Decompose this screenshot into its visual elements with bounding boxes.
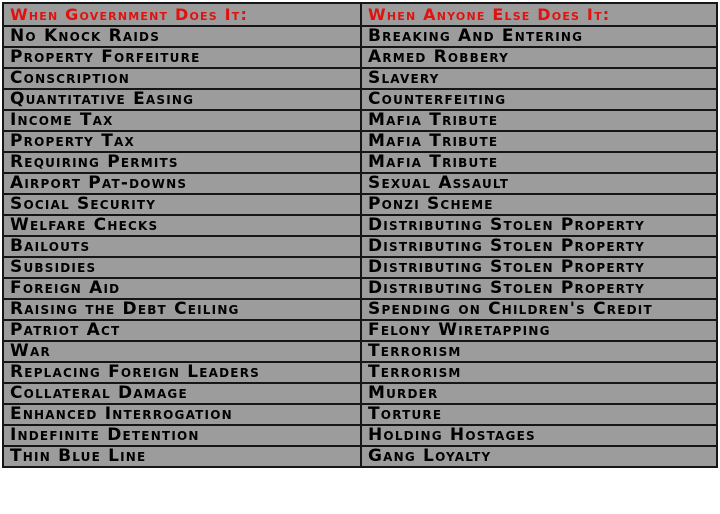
- anyone-else-action-cell: Armed Robbery: [361, 47, 717, 68]
- anyone-else-action-cell: Sexual Assault: [361, 173, 717, 194]
- anyone-else-action-cell: Counterfeiting: [361, 89, 717, 110]
- government-action-cell: Collateral Damage: [3, 383, 361, 404]
- table-row: [3, 299, 717, 320]
- table-header: [3, 3, 717, 26]
- comparison-table: [2, 2, 718, 468]
- header-anyone-else: When Anyone Else Does It:: [361, 3, 717, 26]
- anyone-else-action-cell: Distributing Stolen Property: [361, 215, 717, 236]
- anyone-else-action-cell: Torture: [361, 404, 717, 425]
- table-row: [3, 173, 717, 194]
- government-action-cell: Foreign Aid: [3, 278, 361, 299]
- anyone-else-action-cell: Terrorism: [361, 362, 717, 383]
- government-action-cell: Requiring Permits: [3, 152, 361, 173]
- table-row: [3, 425, 717, 446]
- table-body: [3, 26, 717, 467]
- table-row: [3, 215, 717, 236]
- government-action-cell: Property Forfeiture: [3, 47, 361, 68]
- government-action-cell: Raising the Debt Ceiling: [3, 299, 361, 320]
- government-action-cell: Replacing Foreign Leaders: [3, 362, 361, 383]
- anyone-else-action-cell: Mafia Tribute: [361, 131, 717, 152]
- table-row: [3, 446, 717, 467]
- anyone-else-action-cell: Mafia Tribute: [361, 152, 717, 173]
- anyone-else-action-cell: Distributing Stolen Property: [361, 278, 717, 299]
- anyone-else-action-cell: Ponzi Scheme: [361, 194, 717, 215]
- header-government: When Government Does It:: [3, 3, 361, 26]
- anyone-else-action-cell: Breaking And Entering: [361, 26, 717, 47]
- table-row: [3, 257, 717, 278]
- government-action-cell: No Knock Raids: [3, 26, 361, 47]
- government-action-cell: Conscription: [3, 68, 361, 89]
- table-row: [3, 236, 717, 257]
- table-row: [3, 152, 717, 173]
- government-action-cell: Income Tax: [3, 110, 361, 131]
- anyone-else-action-cell: Spending on Children's Credit: [361, 299, 717, 320]
- anyone-else-action-cell: Murder: [361, 383, 717, 404]
- anyone-else-action-cell: Distributing Stolen Property: [361, 257, 717, 278]
- table-row: [3, 278, 717, 299]
- table-row: [3, 194, 717, 215]
- government-action-cell: Enhanced Interrogation: [3, 404, 361, 425]
- anyone-else-action-cell: Distributing Stolen Property: [361, 236, 717, 257]
- anyone-else-action-cell: Holding Hostages: [361, 425, 717, 446]
- government-action-cell: Quantitative Easing: [3, 89, 361, 110]
- table-row: [3, 320, 717, 341]
- government-action-cell: War: [3, 341, 361, 362]
- anyone-else-action-cell: Terrorism: [361, 341, 717, 362]
- government-action-cell: Indefinite Detention: [3, 425, 361, 446]
- government-action-cell: Thin Blue Line: [3, 446, 361, 467]
- table-row: [3, 89, 717, 110]
- government-action-cell: Airport Pat-downs: [3, 173, 361, 194]
- table-row: [3, 131, 717, 152]
- header-row: [3, 3, 717, 26]
- table-row: [3, 47, 717, 68]
- table-row: [3, 26, 717, 47]
- anyone-else-action-cell: Mafia Tribute: [361, 110, 717, 131]
- government-action-cell: Social Security: [3, 194, 361, 215]
- anyone-else-action-cell: Gang Loyalty: [361, 446, 717, 467]
- table-row: [3, 110, 717, 131]
- table-row: [3, 362, 717, 383]
- table-row: [3, 68, 717, 89]
- government-action-cell: Welfare Checks: [3, 215, 361, 236]
- government-action-cell: Patriot Act: [3, 320, 361, 341]
- table-row: [3, 404, 717, 425]
- government-action-cell: Subsidies: [3, 257, 361, 278]
- table-row: [3, 383, 717, 404]
- government-action-cell: Property Tax: [3, 131, 361, 152]
- government-action-cell: Bailouts: [3, 236, 361, 257]
- table-row: [3, 341, 717, 362]
- anyone-else-action-cell: Felony Wiretapping: [361, 320, 717, 341]
- anyone-else-action-cell: Slavery: [361, 68, 717, 89]
